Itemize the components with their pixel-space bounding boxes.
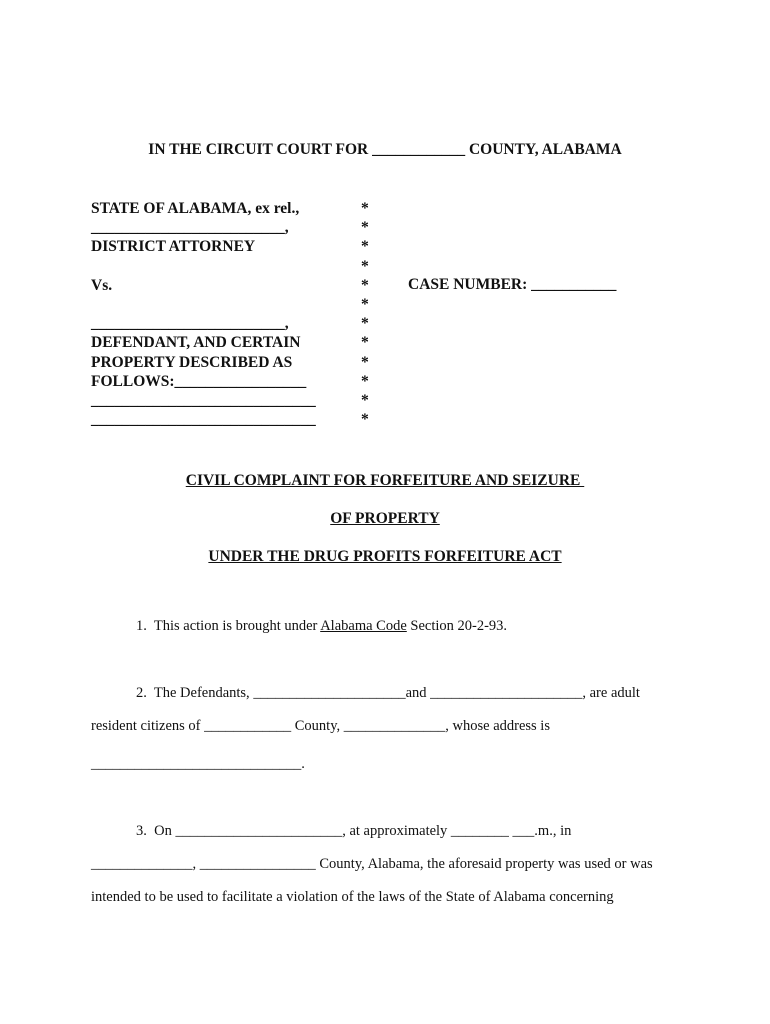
paragraph-3-line-1: 3. On _______________________, at approximately ________ ___.m., in xyxy=(136,823,572,839)
paragraph-2-text: 2. The Defendants, xyxy=(136,685,254,701)
paragraph-3-line-2: ______________, ________________ County, Alabama, the aforesaid property was used or was xyxy=(91,856,653,872)
caption-star: * xyxy=(361,411,369,429)
caption-line: _________________________, xyxy=(91,219,289,237)
paragraph-2-line-2: resident citizens of ____________ County, ______________, whose address is xyxy=(91,718,550,734)
caption-star: * xyxy=(361,200,369,217)
alabama-code-reference: Alabama Code xyxy=(320,618,407,634)
defendant-blank-2: _____________________ xyxy=(430,685,583,701)
paragraph-2-text: , are adult xyxy=(582,685,640,701)
caption-star: * xyxy=(361,295,369,313)
caption-line: FOLLOWS:_________________ xyxy=(91,372,307,390)
caption-star: * xyxy=(361,334,369,352)
defendant-blank-1: _____________________ xyxy=(253,685,406,701)
caption-line xyxy=(91,295,351,314)
document-title-line-1: CIVIL COMPLAINT FOR FORFEITURE AND SEIZURE xyxy=(185,472,585,489)
caption-star: * xyxy=(361,315,369,333)
caption-star: * xyxy=(361,219,369,237)
caption-line: _________________________, xyxy=(91,315,289,333)
document-title-line-3: UNDER THE DRUG PROFITS FORFEITURE ACT xyxy=(208,548,562,565)
paragraph-2-line-3: _____________________________. xyxy=(91,756,305,772)
paragraph-1-text-after: Section 20-2-93. xyxy=(406,618,508,634)
caption-line: PROPERTY DESCRIBED AS xyxy=(91,353,293,371)
caption-line xyxy=(91,257,351,276)
paragraph-2-text: and xyxy=(405,685,431,701)
caption-line: _____________________________ xyxy=(91,391,316,409)
caption-star: * xyxy=(361,276,369,294)
caption-line: _____________________________ xyxy=(91,411,316,429)
paragraph-2-line-1 xyxy=(136,685,640,702)
caption-line: Vs. xyxy=(91,276,113,294)
caption-star: * xyxy=(361,391,369,409)
caption-star: * xyxy=(361,372,369,390)
paragraph-1-text-before: 1. This action is brought under xyxy=(136,618,321,634)
caption-line: DEFENDANT, AND CERTAIN xyxy=(91,334,301,352)
paragraph-3-line-3: intended to be used to facilitate a violation of the laws of the State of Alabama concerning xyxy=(91,889,614,905)
document-title-line-2: OF PROPERTY xyxy=(330,510,440,527)
caption-line: DISTRICT ATTORNEY xyxy=(91,238,256,256)
caption-star: * xyxy=(361,257,369,275)
caption-star-divider xyxy=(361,199,373,429)
case-number-field: CASE NUMBER: ___________ xyxy=(408,276,617,293)
case-caption-parties xyxy=(91,199,351,429)
caption-line: STATE OF ALABAMA, ex rel., xyxy=(91,200,300,217)
caption-star: * xyxy=(361,238,369,256)
court-header: IN THE CIRCUIT COURT FOR ____________ COUNTY, ALABAMA xyxy=(148,141,622,158)
caption-star: * xyxy=(361,353,369,371)
paragraph-1 xyxy=(136,618,507,635)
